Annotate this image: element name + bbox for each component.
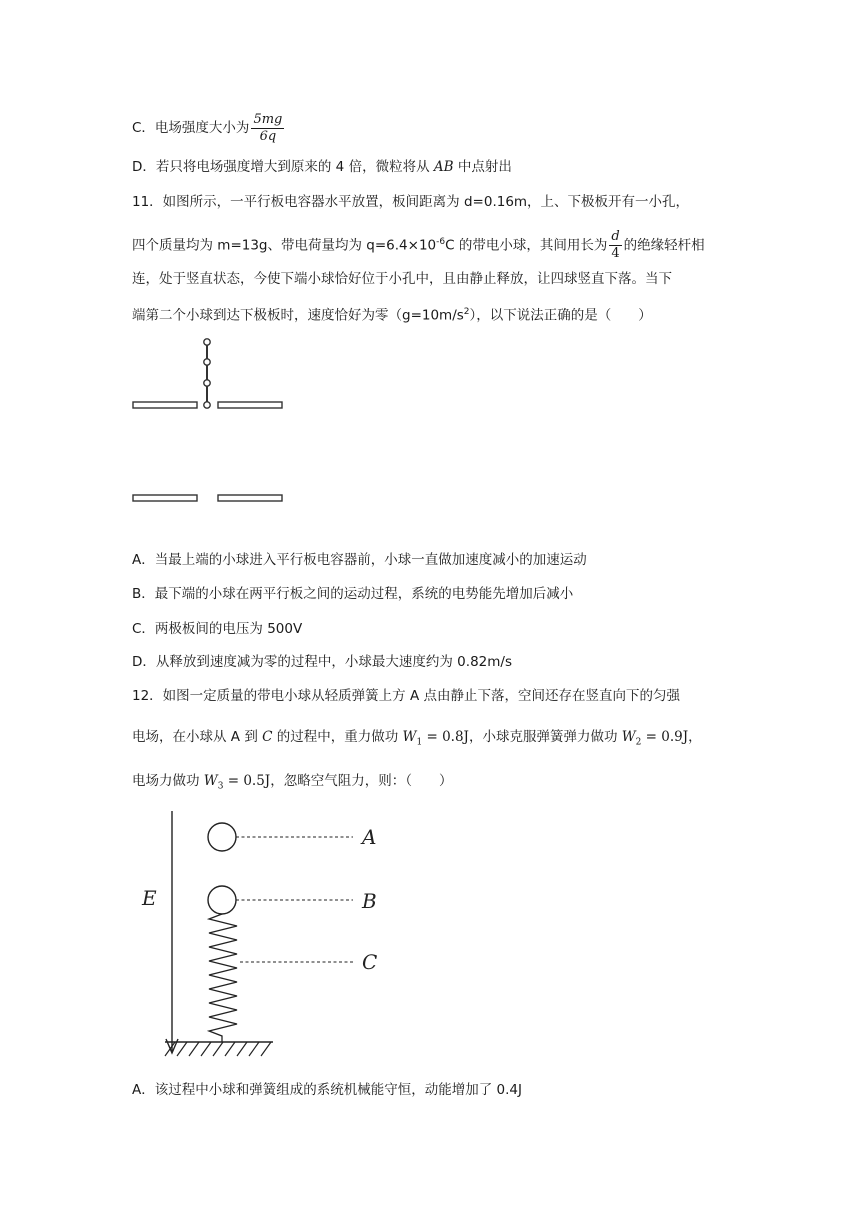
q12-stem-line-2 bbox=[132, 727, 702, 753]
q12-stem-line-3 bbox=[132, 771, 452, 797]
w2-subscript: 2 bbox=[635, 737, 642, 748]
ground-hatch bbox=[165, 1042, 271, 1056]
q11-option-b: B．最下端的小球在两平行板之间的运动过程，系统的电势能先增加后减小 bbox=[132, 586, 574, 602]
upper-plate-right bbox=[218, 402, 282, 408]
label-c: C bbox=[362, 950, 378, 974]
q11-stem-line-3: 连，处于竖直状态，今使下端小球恰好位于小孔中，且由静止释放，让四球竖直下落。当下 bbox=[132, 271, 672, 287]
ball-3 bbox=[204, 380, 210, 386]
w2-symbol: W bbox=[621, 729, 636, 745]
q10-option-c bbox=[132, 108, 286, 148]
label-b: B bbox=[362, 889, 377, 913]
w3-symbol: W bbox=[203, 773, 218, 789]
q11-option-d: D．从释放到速度减为零的过程中，小球最大速度约为 0.82m/s bbox=[132, 654, 512, 670]
q11-capacitor-figure bbox=[130, 338, 290, 508]
q12-text: 电场力做功 bbox=[132, 773, 204, 789]
q10-option-d-end: 中点射出 bbox=[453, 159, 512, 175]
q11-stem-line-1: 11．如图所示，一平行板电容器水平放置，板间距离为 d=0.16m，上、下极板开有一小孔， bbox=[132, 194, 690, 210]
exponent: -6 bbox=[436, 237, 446, 247]
w3-value: = 0.5J bbox=[223, 773, 271, 789]
q12-text: ，小球克服弹簧弹力做功 bbox=[468, 729, 622, 745]
q12-spring-figure bbox=[135, 805, 395, 1065]
q11-text: 端第二个小球到达下极板时，速度恰好为零（g=10m/s bbox=[132, 307, 464, 324]
fraction-denominator: 6q bbox=[259, 128, 277, 144]
q11-text: C 的带电小球，其间用长为 bbox=[445, 237, 608, 254]
label-a: A bbox=[362, 825, 377, 849]
q11-text: ），以下说法正确的是（ ） bbox=[469, 307, 652, 324]
q11-text: 的绝缘轻杆相 bbox=[623, 237, 705, 254]
w1-symbol: W bbox=[402, 729, 417, 745]
q10-option-c-text: C．电场强度大小为 bbox=[132, 120, 250, 136]
segment-ab: AB bbox=[433, 159, 454, 175]
q11-option-c: C．两极板间的电压为 500V bbox=[132, 621, 303, 637]
w3-subscript: 3 bbox=[217, 781, 224, 792]
ball-2 bbox=[204, 359, 210, 365]
ball-4 bbox=[204, 402, 210, 408]
q11-stem-line-4 bbox=[132, 302, 652, 326]
spring bbox=[209, 914, 237, 1042]
lower-plate-right bbox=[218, 495, 282, 501]
lower-plate-left bbox=[133, 495, 197, 501]
q11-rod-length-fraction bbox=[609, 229, 621, 262]
label-e: E bbox=[142, 886, 157, 910]
q11-option-a: A．当最上端的小球进入平行板电容器前，小球一直做加速度减小的加速运动 bbox=[132, 552, 587, 568]
q12-option-a: A．该过程中小球和弹簧组成的系统机械能守恒，动能增加了 0.4J bbox=[132, 1082, 522, 1098]
w1-value: = 0.8J bbox=[422, 729, 469, 745]
fraction-denominator: 4 bbox=[611, 246, 620, 261]
q12-text: 的过程中，重力做功 bbox=[272, 729, 403, 745]
q10-option-d-text: D．若只将电场强度增大到原来的 4 倍，微粒将从 bbox=[132, 159, 434, 175]
q12-text: ，忽略空气阻力，则：（ ） bbox=[270, 773, 453, 789]
q12-text: ， bbox=[688, 729, 702, 745]
exponent: 2 bbox=[463, 307, 470, 317]
q11-text: 四个质量均为 m=13g、带电荷量均为 q=6.4×10 bbox=[132, 237, 437, 254]
fraction-numerator: d bbox=[611, 229, 620, 244]
q12-stem-line-1: 12．如图一定质量的带电小球从轻质弹簧上方 A 点由静止下落，空间还存在竖直向下的匀强 bbox=[132, 688, 680, 704]
ball-position-a bbox=[208, 823, 236, 851]
ball-1 bbox=[204, 339, 210, 345]
point-c: C bbox=[262, 729, 273, 745]
w2-value: = 0.9J bbox=[641, 729, 689, 745]
w1-subscript: 1 bbox=[416, 737, 423, 748]
q10-option-d bbox=[132, 157, 512, 177]
ball-position-b bbox=[208, 886, 236, 914]
q10-option-c-fraction bbox=[251, 112, 284, 145]
fraction-numerator: 5mg bbox=[253, 111, 283, 127]
q11-stem-line-2 bbox=[132, 222, 705, 266]
q12-text: 电场，在小球从 A 到 bbox=[132, 729, 263, 745]
upper-plate-left bbox=[133, 402, 197, 408]
